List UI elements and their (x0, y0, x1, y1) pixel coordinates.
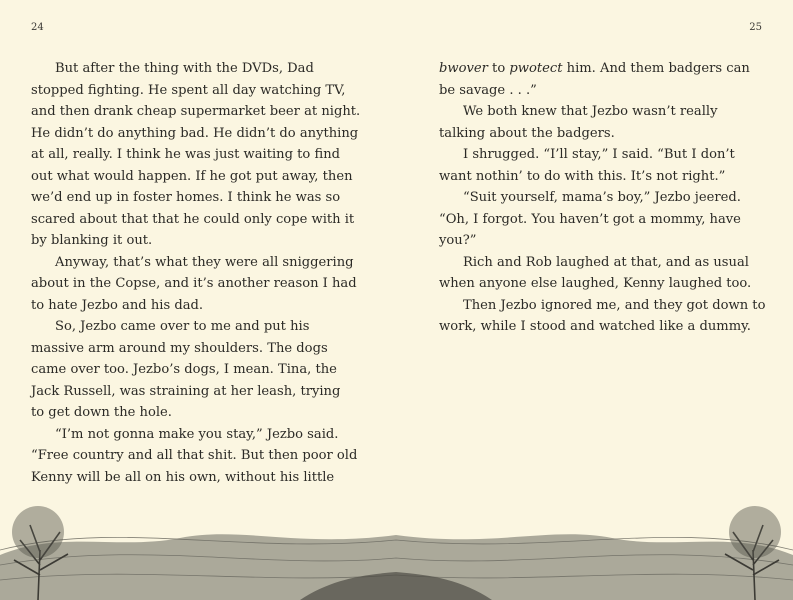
text-line: work, while I stood and watched like a dummy. (439, 319, 751, 334)
text-line: “Oh, I forgot. You haven’t got a mommy, have (439, 211, 741, 227)
text-line (439, 58, 765, 80)
left-page-text (31, 58, 361, 488)
text-line: “Free country and all that shit. But then poor old (31, 448, 358, 463)
text-line: at all, really. I think he was just waiting to find (31, 147, 341, 162)
page-number-right: 25 (749, 22, 762, 33)
right-page-text (439, 58, 765, 338)
text-line: Jack Russell, was straining at her leash, trying (31, 383, 341, 399)
text-line: So, Jezbo came over to me and put his (55, 319, 310, 334)
italic-word: bwover (439, 61, 488, 76)
text-line: to hate Jezbo and his dad. (31, 297, 204, 313)
landscape-trees-illustration (0, 480, 793, 600)
text-line: Anyway, that’s what they were all sniggering (55, 254, 354, 270)
text-line: “I’m not gonna make you stay,” Jezbo said. (55, 426, 339, 442)
text-line: want nothin’ to do with this. It’s not right.” (439, 168, 726, 184)
text-line: We both knew that Jezbo wasn’t really (463, 104, 718, 119)
text-line: about in the Copse, and it’s another reason I had (31, 276, 357, 291)
text-fragment: to (487, 61, 510, 76)
text-line: “Suit yourself, mama’s boy,” Jezbo jeered. (463, 190, 741, 205)
text-line: Rich and Rob laughed at that, and as usual (463, 254, 749, 270)
text-fragment: him. And them badgers can (562, 61, 750, 76)
text-line: to get down the hole. (31, 405, 172, 420)
text-line: I shrugged. “I’ll stay,” I said. “But I don’t (463, 147, 735, 162)
text-line: Then Jezbo ignored me, and they got down to (463, 297, 766, 313)
page-number-left: 24 (31, 22, 44, 33)
text-line: and then drank cheap supermarket beer at night. (31, 104, 361, 119)
text-line: stopped fighting. He spent all day watching TV, (31, 82, 346, 98)
text-line: you?” (439, 233, 477, 248)
italic-word: pwotect (509, 61, 563, 76)
text-line: talking about the badgers. (439, 125, 615, 141)
text-line: be savage . . .” (439, 82, 537, 98)
text-line: we’d end up in foster homes. I think he was so (31, 190, 341, 205)
text-line: when anyone else laughed, Kenny laughed too. (439, 276, 752, 291)
text-line: massive arm around my shoulders. The dogs (31, 340, 328, 356)
text-line: But after the thing with the DVDs, Dad (55, 61, 314, 76)
text-line: out what would happen. If he got put away, then (31, 168, 353, 184)
text-line: He didn’t do anything bad. He didn’t do anything (31, 125, 359, 141)
text-line: by blanking it out. (31, 233, 153, 248)
text-line: came over too. Jezbo’s dogs, I mean. Tina, the (31, 362, 337, 377)
text-line: scared about that that he could only cope with it (31, 211, 355, 227)
text-line: Kenny will be all on his own, without his little (31, 469, 335, 485)
